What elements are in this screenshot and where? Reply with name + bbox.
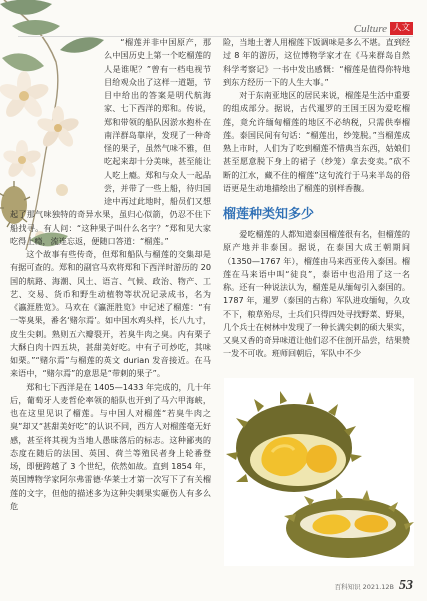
page-footer bbox=[335, 578, 413, 594]
section-badge: 人文 bbox=[390, 22, 413, 35]
journal-name: 百科知识 2021.12B bbox=[334, 583, 394, 591]
paragraph: 险，当地土著人用榴莲下饭调味是多么不堪。直到经过 8 年的游历，这位博物学家才在《马来群岛自然科学考察记》一书中发出感慨：“榴莲是值得你特地到东方经历一下的人生大事。” bbox=[223, 37, 410, 87]
paragraph: 这个故事有些传奇，但郑和船队与榴莲的交集却是有据可查的。郑和的副官马欢将郑和下西洋时游历的 20 国的航路、海潮、风土、语言、气候、政治、物产、工艺、交易、货币和野生动植物等状况记录成书，名为《瀛涯胜览》。马欢在《瀛涯胜览》中记述了榴莲：“有一等臭果，番名‘赌尔焉’。如中国水鸡头样，长八九寸，皮生尖刺。熟则五六瓣裂开，若臭牛肉之臭。内有栗子大酥白肉十四五块，甚甜美好吃。中有子可炒吃，其味如栗。”“赌尔焉”与榴莲的英文 durian 发音接近。在马来语中，“赌尔焉”的意思是“带刺的果子”。 bbox=[10, 249, 211, 379]
paragraph: 爱吃榴莲的人都知道泰国榴莲很有名，但榴莲的原产地并非泰国。据说，在泰国大成王朝期间（1350—1767 年），榴莲由马来西亚传入泰国。榴莲在马来语中叫“徒良”，泰语中也沿用了这一名称。还有一种说法认为，榴莲是从缅甸引入泰国的。1787 年，暹罗（泰国的古称）军队进攻缅甸，久攻不下，粮草殆尽，士兵们只得四处寻找野菜、野果，几个兵士在树林中发现了一种长满尖刺的硕大果实，又臭又香的奇异味道让他们忍不住剖开品尝，结果赞一发不可收。班师回朝后，军队中不少 bbox=[223, 229, 410, 359]
paragraph: 对于东南亚地区的居民来说，榴莲是生活中重要的组成部分。据说，古代暹罗的王国王因为爱吃榴莲，竟允许缅甸榴莲的地区不必纳税，只需供奉榴莲。泰国民间有句话：“榴莲出，纱笼脱。”当榴莲成熟上市时，人们为了吃到榴莲不惜典当东西，姑娘们甚至愿意脱下身上的裙子（纱笼）拿去变卖。”砍不断的江水，藏不住的榴莲”这句流行于马来半岛的俗语更是生动地描绘出了榴莲的别样香馥。 bbox=[223, 90, 410, 193]
illustration-wrap bbox=[10, 36, 104, 198]
article-column-right bbox=[223, 36, 410, 361]
page-number: 53 bbox=[399, 578, 413, 593]
article-column-left bbox=[10, 36, 211, 513]
section-title-en: Culture bbox=[353, 22, 387, 35]
paragraph: “榴莲并非中国原产，那么中国历史上第一个吃榴莲的人是谁呢？”曾有一档电视节目给观众出了这样一道题，节目中给出的答案是明代航海家、七下西洋的郑和。传说，郑和带领的船队因淤水抱朴在南洋群岛靠岸，发现了一种奇怪的果子，虽然气味不雅，但吃起来却十分美味，甚至能让人吃上瘾。郑和与众人一起品尝，并带了一些上船，待归国途中再过此地时，船员们又想起了那气味独特的奇异水果，虽归心似箭，仍忍不住下船找寻。有人问：“这种果子叫什么名字？”郑和见大家吃得上瘾，流连忘返，便随口答道：“榴莲。” bbox=[10, 37, 211, 246]
section-header bbox=[354, 22, 413, 35]
durian-photo bbox=[224, 378, 414, 566]
section-subtitle: 榴莲种类知多少 bbox=[223, 207, 315, 222]
paragraph: 郑和七下西洋是在 1405—1433 年完成的，几十年后，葡萄牙人麦哲伦率领的船队也开到了马六甲海峡，也在这里见识了榴莲。与中国人对榴莲“若臭牛肉之臭”却又“甚甜美好吃”的认识不同，西方人对榴莲毫无好感，甚至将其视为当地人愚昧落后的标志。这种鄙夷的态度在随后的法国、英国、荷兰等殖民者身上轮番登场，即便跨越了 3 个世纪，依然如故。直到 1854 年，英国博物学家阿尔弗雷德·华莱士才第一次写下了有关榴莲的文字，但他的描述多为这种尖刺果实砸伤人有多么危 bbox=[10, 381, 211, 511]
